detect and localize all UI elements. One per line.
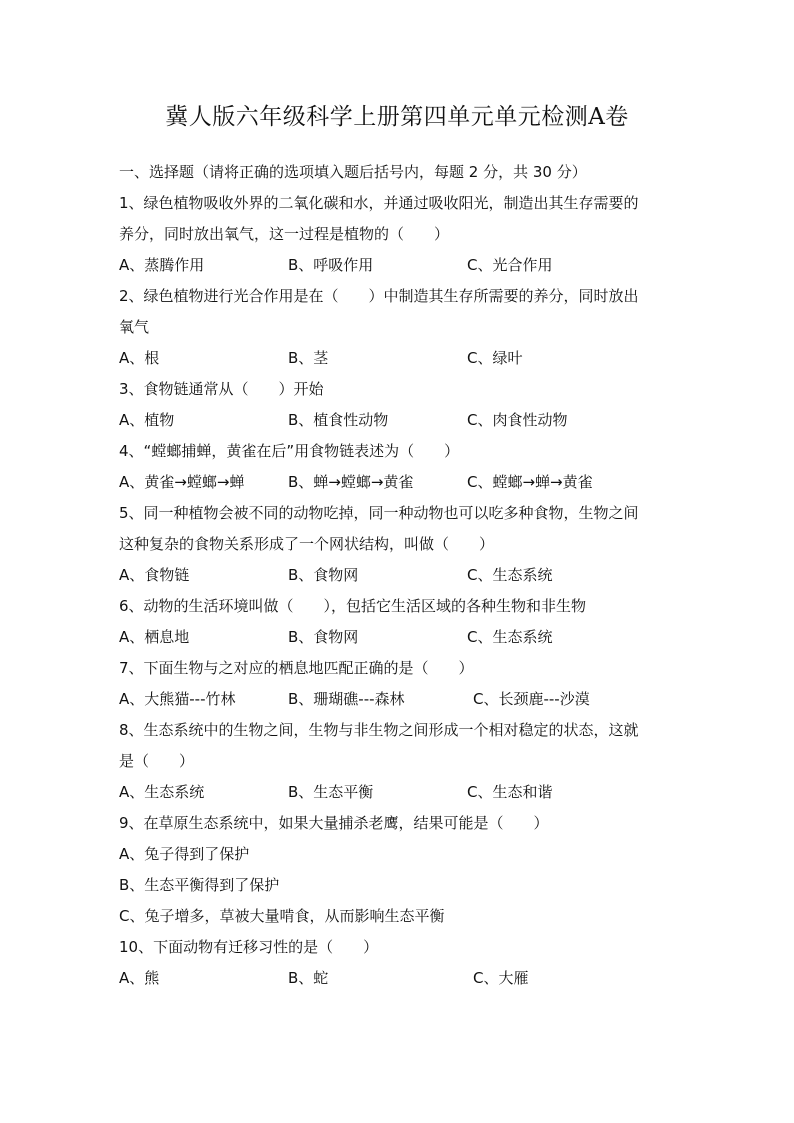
option-c: C、生态和谐 [467,783,553,801]
question-text: 10、下面动物有迁移习性的是（ ） [119,938,379,956]
question-text: 氧气 [119,318,150,336]
option-b: B、珊瑚礁---森林 [288,690,405,708]
option-b: B、生态平衡 [288,783,374,801]
option-row [119,963,685,994]
question-list [119,157,685,994]
option-a: A、熊 [119,969,160,987]
option-c: C、兔子增多，草被大量啃食，从而影响生态平衡 [119,907,445,925]
question-text: 4、“螳螂捕蝉，黄雀在后”用食物链表述为（ ） [119,442,460,460]
question-text: 养分，同时放出氧气，这一过程是植物的（ ） [119,225,450,243]
option-a: A、植物 [119,411,175,429]
option-c: C、绿叶 [467,349,523,367]
question-text: 2、绿色植物进行光合作用是在（ ）中制造其生存所需要的养分，同时放出 [119,287,639,305]
option-b: B、蝉→螳螂→黄雀 [288,473,414,491]
option-row [119,777,685,808]
option-a: A、黄雀→螳螂→蝉 [119,473,245,491]
option-c: C、长颈鹿---沙漠 [473,690,590,708]
option-a: A、生态系统 [119,783,205,801]
option-b: B、呼吸作用 [288,256,374,274]
option-row [119,622,685,653]
page-title: 冀人版六年级科学上册第四单元单元检测A卷 [165,104,629,130]
question-text: 1、绿色植物吸收外界的二氧化碳和水，并通过吸收阳光，制造出其生存需要的 [119,194,639,212]
question-text: 这种复杂的食物关系形成了一个网状结构，叫做（ ） [119,535,495,553]
option-a: A、栖息地 [119,628,190,646]
option-b: B、食物网 [288,566,359,584]
question-text: 3、食物链通常从（ ）开始 [119,380,324,398]
question-text: 5、同一种植物会被不同的动物吃掉，同一种动物也可以吃多种食物，生物之间 [119,504,639,522]
option-b: B、食物网 [288,628,359,646]
option-row [119,343,685,374]
option-row [119,684,685,715]
option-b: B、植食性动物 [288,411,389,429]
option-b: B、生态平衡得到了保护 [119,876,280,894]
option-c: C、生态系统 [467,628,553,646]
question-text: 是（ ） [119,752,195,770]
option-row [119,250,685,281]
section-heading: 一、选择题（请将正确的选项填入题后括号内，每题 2 分，共 30 分） [119,163,587,181]
option-c: C、肉食性动物 [467,411,568,429]
option-b: B、茎 [288,349,329,367]
option-a: A、兔子得到了保护 [119,845,250,863]
option-a: A、蒸腾作用 [119,256,205,274]
question-text: 6、动物的生活环境叫做（ ），包括它生活区域的各种生物和非生物 [119,597,587,615]
option-c: C、螳螂→蝉→黄雀 [467,473,593,491]
option-a: A、食物链 [119,566,190,584]
option-a: A、大熊猫---竹林 [119,690,236,708]
option-c: C、光合作用 [467,256,553,274]
question-text: 7、下面生物与之对应的栖息地匹配正确的是（ ） [119,659,474,677]
option-row [119,560,685,591]
option-c: C、生态系统 [467,566,553,584]
option-a: A、根 [119,349,160,367]
option-row [119,405,685,436]
question-text: 9、在草原生态系统中，如果大量捕杀老鹰，结果可能是（ ） [119,814,549,832]
option-b: B、蛇 [288,969,329,987]
option-row [119,467,685,498]
question-text: 8、生态系统中的生物之间，生物与非生物之间形成一个相对稳定的状态，这就 [119,721,639,739]
option-c: C、大雁 [473,969,529,987]
